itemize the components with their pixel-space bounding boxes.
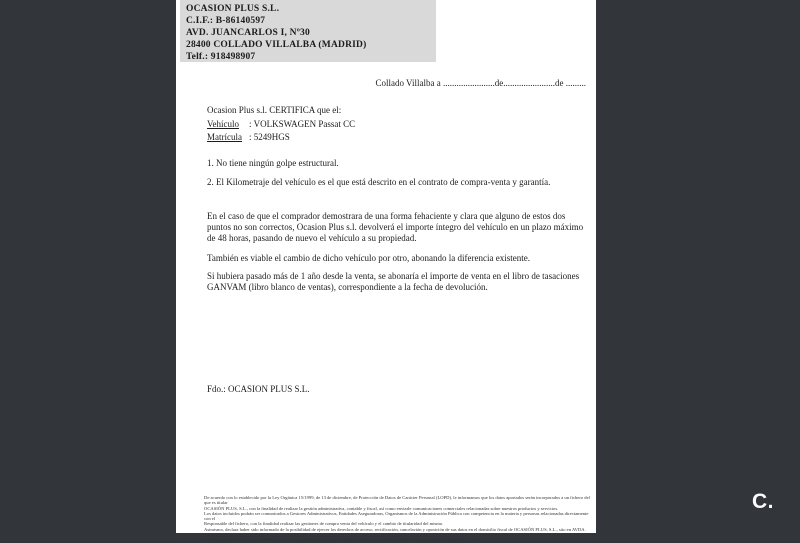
vehicle-label: Vehículo	[207, 118, 239, 129]
document-page	[176, 0, 596, 543]
paragraph-exchange: También es viable el cambio de dicho vehículo por otro, abonando la diferencia existente.	[207, 253, 531, 263]
legal-line: CARLOS I, 30 - 28400 COLLADO VILLALBA - MADRID. Inscrita en el Registro Mercantil de Madrid Tomo 150, Inscripción 1, Hoja M 511731	[204, 537, 476, 543]
certify-intro: Ocasion Plus s.l. CERTIFICA que el:	[207, 105, 342, 115]
certify-point-2: 2. El Kilometraje del vehículo es el que está descrito en el contrato de compra-venta y garantía.	[207, 177, 551, 187]
company-name: OCASION PLUS S.L.	[186, 4, 280, 14]
vehicle-value: : VOLKSWAGEN Passat CC	[249, 118, 356, 129]
paragraph-ganvam: Si hubiera pasado más de 1 año desde la venta, se abonaría el importe de venta en el libro de tasaciones GANVAM (libro blanco de ventas), correspondiente a la fecha de devolución.	[207, 271, 580, 292]
plate-row	[207, 131, 355, 145]
company-address: AVD. JUANCARLOS I, Nº30	[186, 28, 310, 38]
company-city: 28400 COLLADO VILLALBA (MADRID)	[186, 40, 367, 50]
date-line: Collado Villalba a .......................de.......................de .........	[375, 78, 586, 88]
legal-line: De acuerdo con lo establecido por la Ley Orgánica 15/1999, de 13 de diciembre, de Protección de Datos de Carácter Personal (LOPD), le informamos que los datos aportados serán incorporados a un fichero del que es titular	[204, 495, 590, 506]
certify-point-1: 1. No tiene ningún golpe estructural.	[207, 158, 339, 168]
legal-line: Responsable del fichero, con la finalidad realizar las gestiones de compra venta del vehículo y el cambio de titularidad del mismo.	[204, 521, 444, 527]
legal-notice	[204, 495, 592, 543]
legal-line: Asimismo, declara haber sido informado de la posibilidad de ejercer los derechos de acceso, rectificación, cancelación y oposición de sus datos en el domicilio fiscal de OCASIÓN PLUS, S.L., sito en AVDA. JUAN	[204, 526, 586, 538]
company-header-block	[180, 0, 436, 62]
company-phone: Telf.: 918498907	[186, 52, 256, 62]
signature-line: Fdo.: OCASION PLUS S.L.	[207, 384, 310, 394]
legal-line: Los datos incluidos podrán ser comunicados a Gestores Administrativos, Entidades Aseguradoras, Organismos de la Administración Pública con competencia en la materia y personas relacionadas directamente con el	[204, 510, 589, 522]
vehicle-row	[207, 118, 355, 132]
legal-line: OCASIÓN PLUS, S.L., con la finalidad de realizar la gestión administrativa, contable y fiscal, así como enviarle comunicaciones comerciales relacionadas sobre nuestros productos y servicios.	[204, 505, 559, 511]
company-cif: C.I.F.: B-86140597	[186, 16, 266, 26]
paragraph-refund: En el caso de que el comprador demostrara de una forma fehaciente y clara que alguno de estos dos puntos no son correctos, Ocasion Plus s.l. devolverá el importe íntegro del vehículo en un plazo máximo de 48 horas, pasando de nuevo el vehículo a su propiedad.	[207, 211, 584, 243]
plate-label: Matrícula	[207, 132, 242, 142]
site-logo: C.	[752, 490, 774, 513]
certify-block	[207, 104, 355, 145]
plate-value: : 5249HGS	[249, 132, 290, 142]
